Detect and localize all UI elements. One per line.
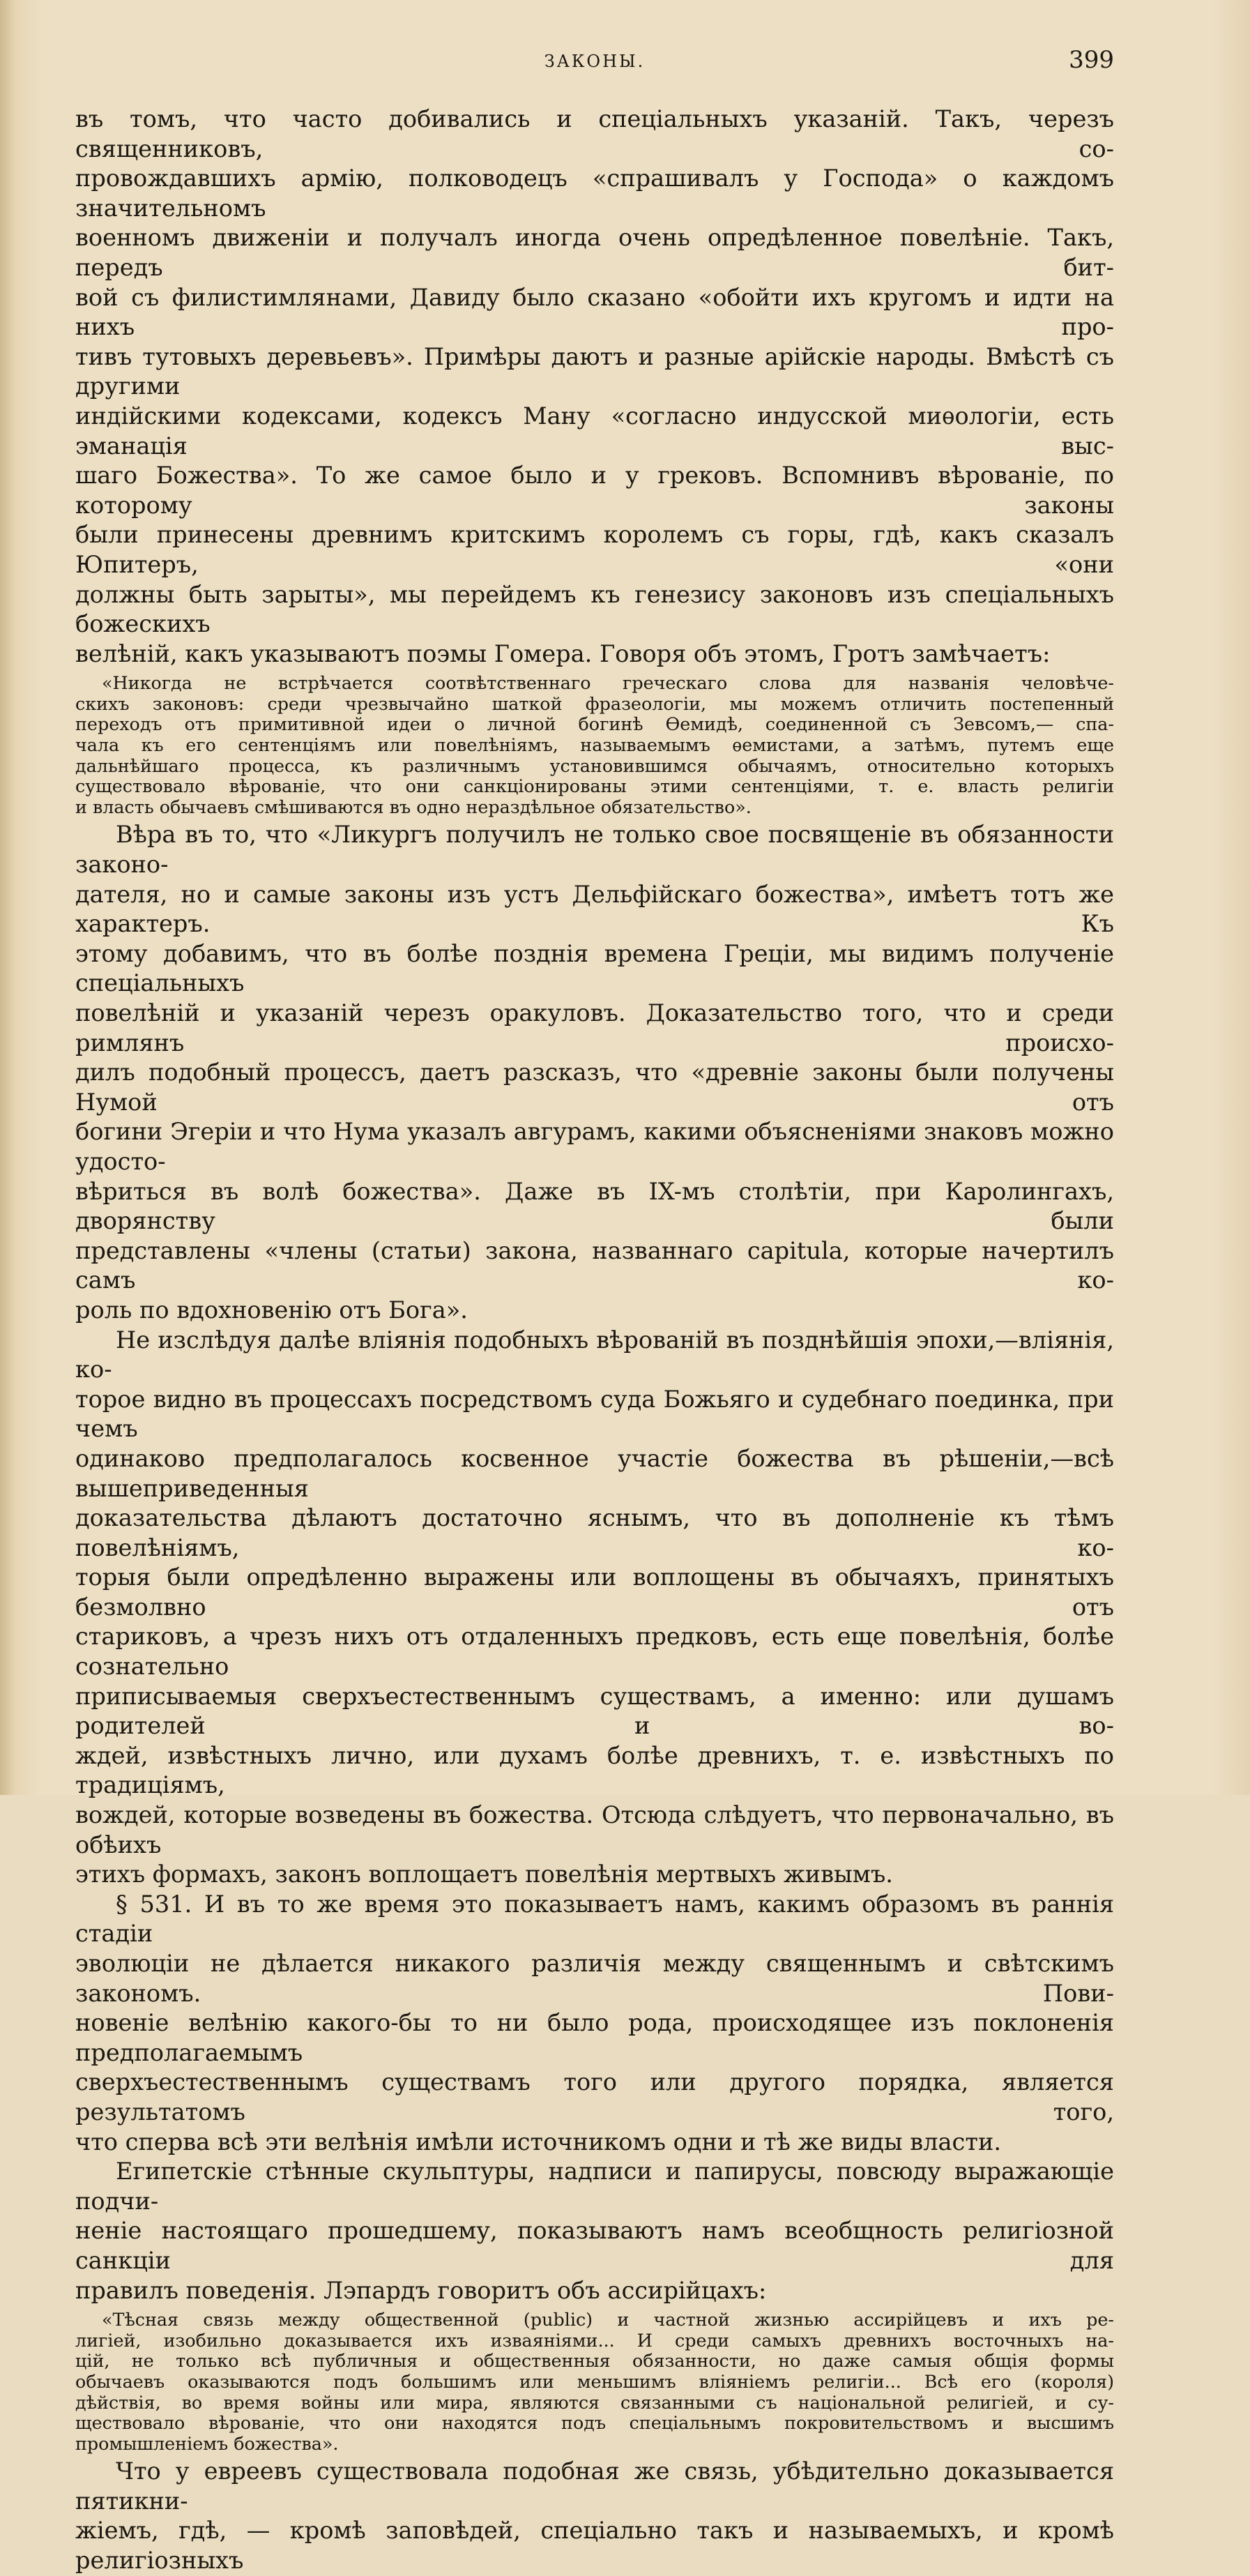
text-line: торыя были опредѣленно выражены или воплощены въ обычаяхъ, принятыхъ безмолвно отъ (75, 1563, 1114, 1621)
text-line: что сперва всѣ эти велѣнія имѣли источникомъ одни и тѣ же виды власти. (75, 2128, 1001, 2155)
text-line: Что у евреевъ существовала подобная же связь, убѣдительно доказывается пятикни- (75, 2457, 1114, 2515)
paragraph-continued (75, 105, 1114, 669)
text-line: правилъ поведенія. Лэпардъ говоритъ объ ассирійцахъ: (75, 2276, 767, 2304)
quote-line: промышленіемъ божества». (75, 2432, 339, 2454)
text-line: торое видно въ процессахъ посредствомъ суда Божьяго и судебнаго поединка, при чемъ (75, 1385, 1114, 1443)
page-number: 399 (1069, 46, 1114, 74)
text-line: представлены «члены (статьи) закона, названнаго capitula, которые начертилъ самъ ко- (75, 1236, 1114, 1294)
page-header (75, 46, 1114, 81)
text-line: § 531. И въ то же время это показываетъ намъ, какимъ образомъ въ раннія стадіи (75, 1890, 1114, 1948)
quote-line: цій, не только всѣ публичныя и общественныя обязанности, но даже самыя общія формы (75, 2350, 1114, 2372)
text-line: Египетскіе стѣнные скульптуры, надписи и папирусы, повсюду выражающіе подчи- (75, 2158, 1114, 2215)
text-line: новеніе велѣнію какого-бы то ни было рода, происходящее изъ поклоненія предполагаемымъ (75, 2009, 1114, 2066)
text-line: дателя, но и самые законы изъ устъ Дельфійскаго божества», имѣетъ тотъ же характеръ. Къ (75, 880, 1114, 938)
paragraph-lycurgus (75, 820, 1114, 1325)
block-quote-grote (75, 673, 1114, 817)
paragraph-hebrews (75, 2457, 1114, 2575)
text-line: сверхъестественнымъ существамъ того или другого порядка, является результатомъ того, (75, 2068, 1114, 2126)
text-line: вой съ филистимлянами, Давиду было сказано «обойти ихъ кругомъ и идти на нихъ про- (75, 283, 1114, 341)
text-line: вождей, которые возведены въ божества. Отсюда слѣдуетъ, что первоначально, въ обѣихъ (75, 1801, 1114, 1858)
paragraph-later-epochs (75, 1326, 1114, 1890)
quote-line: дѣйствія, во время войны или мира, являются связанными съ національной религіей, и су- (75, 2391, 1114, 2413)
text-line: роль по вдохновенію отъ Бога». (75, 1296, 468, 1324)
quote-line: скихъ законовъ: среди чрезвычайно шаткой фразеологіи, мы можемъ отличить постепенный (75, 692, 1114, 714)
text-line: были принесены древнимъ критскимъ королемъ съ горы, гдѣ, какъ сказалъ Юпитеръ, «они (75, 521, 1114, 578)
text-line: тивъ тутовыхъ деревьевъ». Примѣры даютъ и разные арійскіе народы. Вмѣстѣ съ другими (75, 342, 1114, 400)
paragraph-section-531 (75, 1890, 1114, 2157)
quote-line: переходъ отъ примитивной идеи о личной богинѣ Ѳемидѣ, соединенной съ Зевсомъ,— спа- (75, 713, 1114, 735)
text-line: шаго Божества». То же самое было и у грековъ. Вспомнивъ вѣрованіе, по которому законы (75, 462, 1114, 519)
quote-line: и власть обычаевъ смѣшиваются въ одно нераздѣльное обязательство». (75, 796, 752, 817)
quote-line: чала къ его сентенціямъ или повелѣніямъ, называемымъ ѳемистами, а затѣмъ, путемъ еще (75, 734, 1114, 756)
block-quote-layard (75, 2310, 1114, 2454)
text-line: провождавшихъ армію, полководецъ «спрашивалъ у Господа» о каждомъ значительномъ (75, 165, 1114, 222)
quote-line: обычаевъ оказываются подъ большимъ или меньшимъ вліяніемъ религіи... Всѣ его (короля) (75, 2370, 1114, 2392)
text-line: въ томъ, что часто добивались и спеціальныхъ указаній. Такъ, черезъ священниковъ, со- (75, 105, 1114, 162)
text-line: этихъ формахъ, законъ воплощаетъ повелѣнія мертвыхъ живымъ. (75, 1861, 893, 1888)
quote-line: лигіей, изобильно доказывается ихъ изваяніями... И среди самыхъ древнихъ восточныхъ на- (75, 2329, 1114, 2351)
quote-line: «Никогда не встрѣчается соотвѣтственнаго греческаго слова для названія человѣче- (102, 672, 1114, 694)
text-line: Вѣра въ то, что «Ликургъ получилъ не только свое посвященіе въ обязанности законо- (75, 821, 1114, 879)
text-line: повелѣній и указаній черезъ оракуловъ. Доказательство того, что и среди римлянъ происхо- (75, 999, 1114, 1056)
page-body (75, 105, 1114, 2576)
running-head: ЗАКОНЫ. (544, 52, 646, 71)
text-line: ждей, извѣстныхъ лично, или духамъ болѣе древнихъ, т. е. извѣстныхъ по традиціямъ, (75, 1741, 1114, 1799)
text-line: дилъ подобный процессъ, даетъ разсказъ, что «древніе законы были получены Нумой отъ (75, 1059, 1114, 1116)
quote-line: «Тѣсная связь между общественной (public) и частной жизнью ассирійцевъ и ихъ ре- (102, 2309, 1114, 2331)
text-line: стариковъ, а чрезъ нихъ отъ отдаленныхъ предковъ, есть еще повелѣнія, болѣе сознательно (75, 1623, 1114, 1681)
quote-line: ществовало вѣрованіе, что они находятся подъ спеціальнымъ покровительствомъ и высшимъ (75, 2412, 1114, 2434)
text-line: Не изслѣдуя далѣе вліянія подобныхъ вѣрованій въ позднѣйшія эпохи,—вліянія, ко- (75, 1326, 1114, 1384)
paragraph-egypt (75, 2157, 1114, 2305)
text-line: доказательства дѣлаютъ достаточно яснымъ, что въ дополненіе къ тѣмъ повелѣніямъ, ко- (75, 1504, 1114, 1561)
text-line: богини Эгеріи и что Нума указалъ авгурамъ, какими объясненіями знаковъ можно удосто- (75, 1118, 1114, 1175)
text-line: велѣній, какъ указываютъ поэмы Гомера. Говоря объ этомъ, Гротъ замѣчаетъ: (75, 639, 1051, 667)
text-line: индійскими кодексами, кодексъ Ману «согласно индусской миѳологіи, есть эманація выс- (75, 402, 1114, 460)
text-line: этому добавимъ, что въ болѣе позднія времена Греціи, мы видимъ полученіе спеціальныхъ (75, 939, 1114, 997)
text-line: жіемъ, гдѣ, — кромѣ заповѣдей, спеціально такъ и называемыхъ, и кромѣ религіозныхъ (75, 2517, 1114, 2575)
text-line: эволюціи не дѣлается никакого различія между священнымъ и свѣтскимъ закономъ. Пови- (75, 1950, 1114, 2007)
text-line: неніе настоящаго прошедшему, показываютъ намъ всеобщность религіозной санкціи для (75, 2217, 1114, 2274)
text-line: должны быть зарыты», мы перейдемъ къ генезису законовъ изъ спеціальныхъ божескихъ (75, 580, 1114, 638)
text-line: военномъ движеніи и получалъ иногда очень опредѣленное повелѣніе. Такъ, передъ бит- (75, 224, 1114, 281)
text-line: вѣриться въ волѣ божества». Даже въ IX-мъ столѣтіи, при Каролингахъ, дворянству были (75, 1177, 1114, 1235)
quote-line: существовало вѣрованіе, что они санкціонированы этими сентенціями, т. е. власть религіи (75, 775, 1114, 797)
quote-line: дальнѣйшаго процесса, къ различнымъ установившимся обычаямъ, относительно которыхъ (75, 755, 1114, 776)
text-line: одинаково предполагалось косвенное участіе божества въ рѣшеніи,—всѣ вышеприведенныя (75, 1444, 1114, 1502)
text-line: приписываемыя сверхъестественнымъ существамъ, а именно: или душамъ родителей и во- (75, 1682, 1114, 1740)
